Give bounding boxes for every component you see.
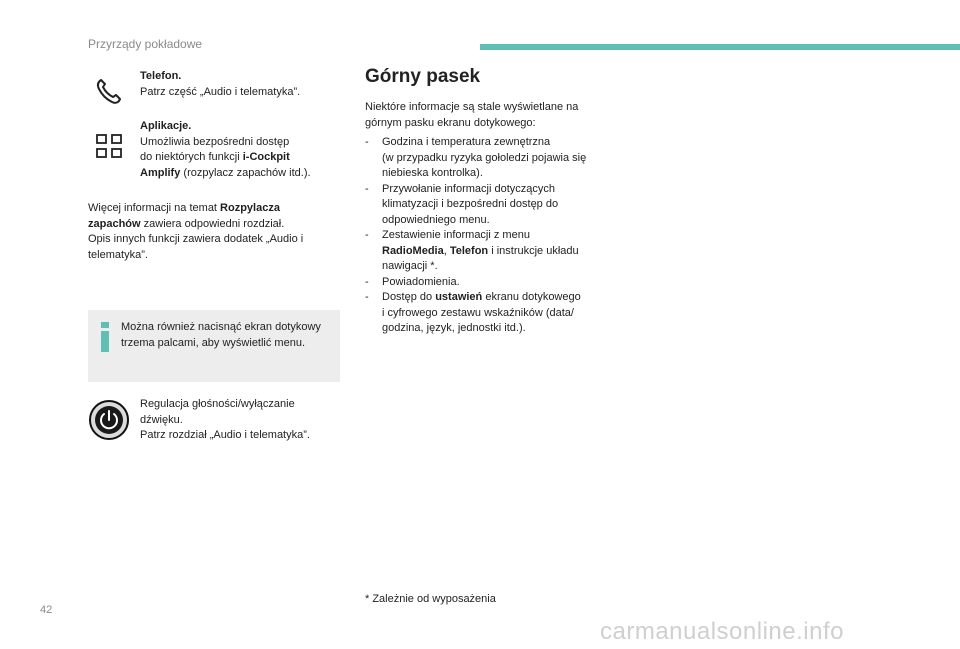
more-info-pre: Więcej informacji na temat [88,202,221,214]
list-dash: - [365,136,369,148]
list-item-line: Przywołanie informacji dotyczących [382,182,556,195]
i-cockpit-label: i-Cockpit [242,151,290,163]
more-info-post: zawiera odpowiedni rozdział. [140,217,285,230]
list-item-line: godzina, język, jednostki itd.). [382,322,526,334]
list-item-line: nawigacji *. [382,260,438,272]
header-accent-bar [480,44,960,50]
list-item-text: Dostęp do [382,291,436,303]
info-box [88,310,340,382]
rozpylacza-label: Rozpylacza [220,202,280,214]
list-item-line: odpowiedniego menu. [382,213,490,226]
list-item-line [382,290,610,306]
telefon-title: Telefon. [140,70,182,82]
list-item-line: i cyfrowego zestawu wskaźników (data/ [382,306,574,319]
apps-grid-icon [92,130,126,164]
zapachow-label: zapachów [88,217,141,230]
info-box-text: Można również nacisnąć ekran dotykowy trzema palcami, aby wyświetlić menu. [121,321,321,349]
info-icon [98,322,112,352]
aplikacje-title: Aplikacje. [140,120,192,132]
list-dash: - [365,291,369,303]
list-item-text: ekranu dotykowego [482,291,581,303]
list-item-line: niebieska kontrolka). [382,167,483,179]
list-item-line: (w przypadku ryzyka gołoledzi pojawia się [382,151,587,164]
list-item-line: Powiadomienia. [382,275,460,288]
page-title: Górny pasek [365,66,481,87]
volume-line3: Patrz rozdział „Audio i telematyka”. [140,429,310,441]
telefon-entry [140,69,340,100]
list-dash: - [365,275,369,288]
list-dash: - [365,229,369,241]
intro-line2: górnym pasku ekranu dotykowego: [365,116,536,129]
list-item-line: Zestawienie informacji z menu [382,229,530,241]
intro-line1: Niektóre informacje są stale wyświetlane na [365,101,579,113]
list-item [365,228,610,275]
list-item-line: klimatyzacji i bezpośredni dostęp do [382,198,559,210]
aplikacje-line3: (rozpylacz zapachów itd.). [180,166,311,179]
radiomedia-label: RadioMedia [382,244,444,257]
volume-entry [140,397,340,444]
intro-paragraph [365,100,615,131]
volume-line1: Regulacja głośności/wyłączanie [140,398,295,410]
list-item [365,135,610,182]
telefon-text: Patrz część „Audio i telematyka”. [140,85,301,98]
section-title: Przyrządy pokładowe [88,37,203,51]
aplikacje-entry [140,119,340,181]
volume-line2: dźwięku. [140,413,183,426]
list-item [365,290,610,337]
list-item-text: i instrukcje układu [488,244,579,257]
top-bar-list [365,135,610,337]
list-item-line [382,244,610,260]
more-info-paragraph [88,201,338,263]
list-item [365,182,610,229]
more-info-line2: Opis innych funkcji zawiera dodatek „Audio i [88,233,304,245]
aplikacje-line2: do niektórych funkcji [140,151,243,163]
aplikacje-line1: Umożliwia bezpośredni dostęp [140,135,290,148]
list-item-line: Godzina i temperatura zewnętrzna [382,136,551,148]
ustawien-label: ustawień [435,291,483,303]
telefon-label: Telefon [449,244,489,257]
footnote: * Zależnie od wyposażenia [365,593,496,605]
page-number: 42 [40,604,53,616]
power-knob-icon [88,399,130,441]
phone-handset-icon [92,74,126,108]
list-dash: - [365,182,369,195]
amplify-label: Amplify [140,166,181,179]
watermark: carmanualsonline.info [600,618,844,645]
separator: , [443,244,450,257]
list-item [365,275,610,291]
more-info-line3: telematyka”. [88,248,148,261]
